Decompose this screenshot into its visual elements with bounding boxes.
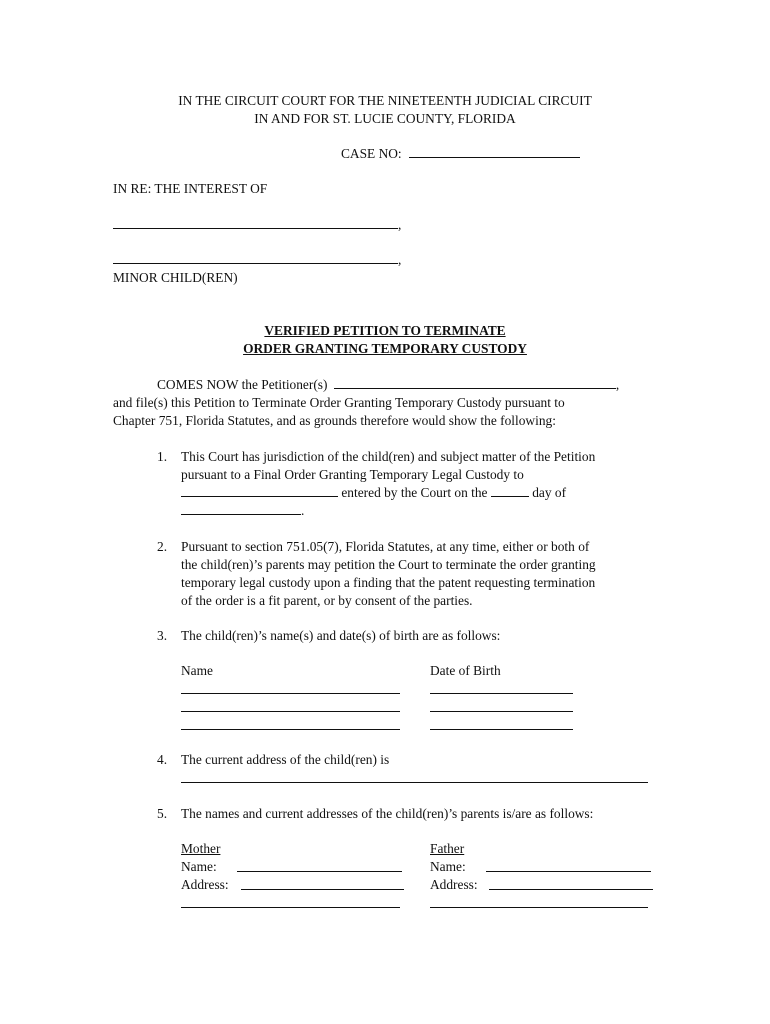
- item-3-number: 3.: [157, 628, 168, 643]
- item-4-line1: The current address of the child(ren) is: [181, 752, 390, 767]
- item-3-line1: The child(ren)’s name(s) and date(s) of birth are as follows:: [181, 628, 501, 643]
- item-1-line4: [181, 502, 304, 520]
- child-dob-field[interactable]: [430, 729, 573, 730]
- in-re-label: IN RE: THE INTEREST OF: [113, 181, 268, 196]
- item-2-line1: Pursuant to section 751.05(7), Florida Statutes, at any time, either or both of: [181, 539, 590, 554]
- item-4-number: 4.: [157, 752, 168, 767]
- mother-name-field[interactable]: [237, 871, 402, 872]
- father-name-label: Name:: [430, 859, 466, 874]
- child-dob-field[interactable]: [430, 711, 573, 712]
- intro-line2: and file(s) this Petition to Terminate Order Granting Temporary Custody pursuant to: [113, 395, 565, 410]
- entered-by-court-text: entered by the Court on the: [341, 485, 488, 500]
- father-name-field[interactable]: [486, 871, 651, 872]
- intro-line3: Chapter 751, Florida Statutes, and as grounds therefore would show the following:: [113, 413, 556, 428]
- child-name-field-1[interactable]: [113, 216, 398, 229]
- comma: ,: [398, 252, 402, 267]
- item-1-number: 1.: [157, 449, 168, 464]
- intro-line1: [157, 376, 619, 394]
- item-2-line4: of the order is a fit parent, or by consent of the parties.: [181, 593, 473, 608]
- item-1-line2: pursuant to a Final Order Granting Temporary Legal Custody to: [181, 467, 524, 482]
- father-heading: Father: [430, 841, 465, 856]
- petitioner-name-field[interactable]: [334, 376, 616, 389]
- order-day-field[interactable]: [491, 484, 529, 497]
- intro-comes-now: COMES NOW the Petitioner(s): [157, 377, 328, 392]
- child-name-field[interactable]: [181, 729, 400, 730]
- item-2-line2: the child(ren)’s parents may petition the Court to terminate the order granting: [181, 557, 596, 572]
- child-name-field[interactable]: [181, 711, 400, 712]
- case-number-field[interactable]: [409, 145, 580, 158]
- item-5-line1: The names and current addresses of the child(ren)’s parents is/are as follows:: [181, 806, 594, 821]
- child-dob-field[interactable]: [430, 693, 573, 694]
- case-number-row: [341, 145, 580, 163]
- petition-title-line1: VERIFIED PETITION TO TERMINATE: [264, 323, 506, 338]
- mother-address-label: Address:: [181, 877, 229, 892]
- mother-name-label: Name:: [181, 859, 217, 874]
- mother-address-field[interactable]: [241, 889, 404, 890]
- item-1-line3: [181, 484, 566, 502]
- petition-title-line2: ORDER GRANTING TEMPORARY CUSTODY: [243, 341, 527, 356]
- column-header-name: Name: [181, 663, 213, 678]
- minor-children-label: MINOR CHILD(REN): [113, 270, 238, 285]
- father-address-field[interactable]: [489, 889, 653, 890]
- mother-address-field-line2[interactable]: [181, 907, 400, 908]
- child-name-field-row-2: [113, 251, 401, 269]
- child-address-field[interactable]: [181, 782, 648, 783]
- column-header-date-of-birth: Date of Birth: [430, 663, 501, 678]
- item-5-number: 5.: [157, 806, 168, 821]
- child-name-field-row-1: [113, 216, 401, 234]
- item-2-line3: temporary legal custody upon a finding that the patent requesting termination: [181, 575, 596, 590]
- father-address-label: Address:: [430, 877, 478, 892]
- mother-heading: Mother: [181, 841, 221, 856]
- day-of-text: day of: [532, 485, 567, 500]
- item-2-number: 2.: [157, 539, 168, 554]
- period: .: [301, 503, 305, 518]
- child-name-field[interactable]: [181, 693, 400, 694]
- father-address-field-line2[interactable]: [430, 907, 648, 908]
- court-header-line2: IN AND FOR ST. LUCIE COUNTY, FLORIDA: [254, 111, 516, 126]
- comma: ,: [615, 377, 620, 392]
- court-header-line1: IN THE CIRCUIT COURT FOR THE NINETEENTH JUDICIAL CIRCUIT: [178, 93, 592, 108]
- item-1-line1: This Court has jurisdiction of the child(ren) and subject matter of the Petition: [181, 449, 596, 464]
- child-name-field-2[interactable]: [113, 251, 398, 264]
- case-no-label: CASE NO:: [341, 146, 402, 161]
- comma: ,: [398, 217, 402, 232]
- custodian-name-field[interactable]: [181, 484, 338, 497]
- order-month-year-field[interactable]: [181, 502, 301, 515]
